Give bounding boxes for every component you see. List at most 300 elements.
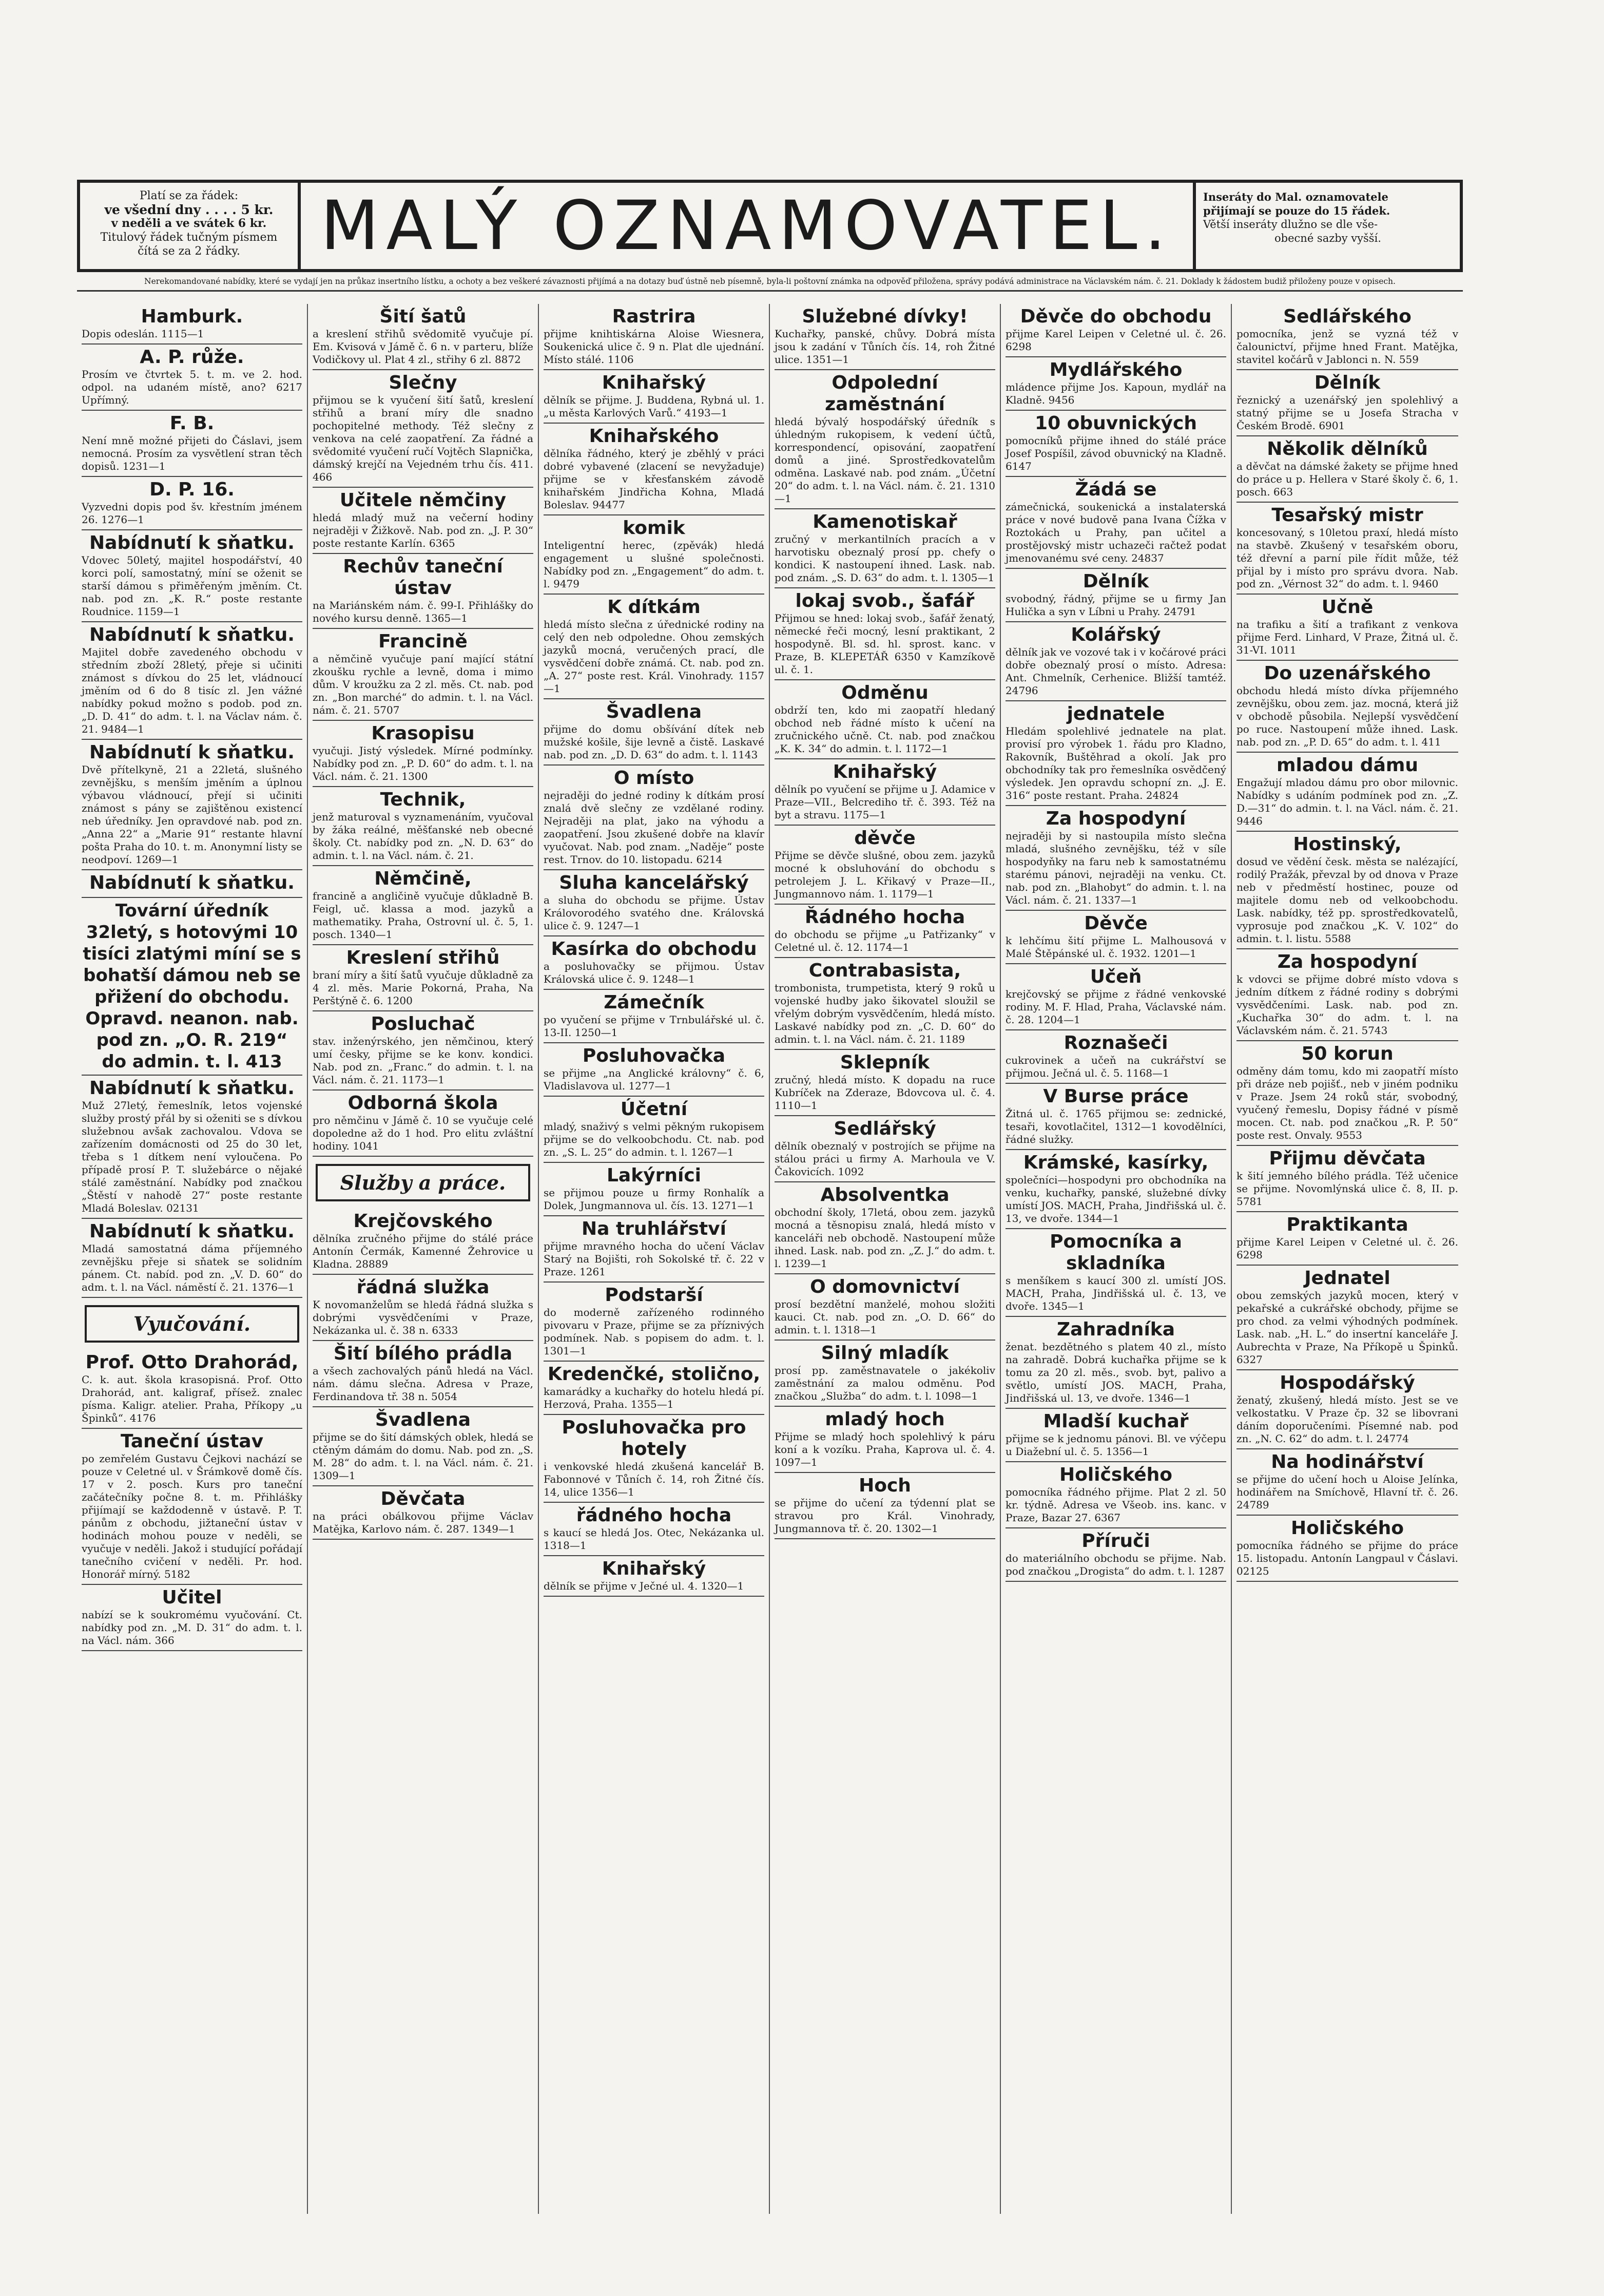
classified-ad — [775, 680, 995, 759]
ad-text: obchodu hledá místo dívka příjemného zevnějšku, obou zem. jaz. mocná, která již v obchodě působila. Nejlepší vysvědčení po ruce. Nastoupení může ihned. Lask. nab. pod zn. „P. D. 65“ do adm. t. l. 411 — [1236, 684, 1458, 748]
ad-heading: Krejčovského — [353, 1211, 493, 1232]
classified-ad — [775, 905, 995, 958]
classified-ad — [313, 370, 533, 488]
ad-text: dělníka zručného přijme do stálé práce Antonín Čermák, Kamenné Žehrovice u Kladna. 28889 — [313, 1232, 533, 1270]
ad-heading: Šití šatů — [379, 306, 467, 327]
ad-text: přijme mravného hocha do učení Václav Starý na Bojišti, roh Sokolské tř. č. 22 v Praze. 1261 — [544, 1240, 764, 1278]
classified-ad — [544, 1415, 764, 1503]
ad-text: do obchodu se přijme „u Patřizanky“ v Celetné ul. č. 12. 1174—1 — [775, 928, 995, 953]
classified-ad — [313, 1090, 533, 1157]
ad-text: dělníka řádného, který je zběhlý v práci dobré vybavené (zlacení se nevyžaduje) přijme se v křesťanském závodě knihařském Jindřicha Kohna, Mladá Boleslav. 94477 — [544, 447, 764, 511]
ad-text: Prosím ve čtvrtek 5. t. m. ve 2. hod. odpol. na udaném místě, ano? 6217 Upřímný. — [82, 368, 302, 406]
classified-ad — [1236, 1266, 1458, 1370]
classified-ad — [313, 866, 533, 945]
ad-heading: Nabídnutí k sňatku. — [89, 742, 295, 763]
ad-heading: Nabídnutí k sňatku. — [89, 532, 295, 553]
ad-heading: Silný mladík — [821, 1343, 949, 1364]
ad-heading: Služebné dívky! — [802, 306, 968, 327]
classified-ad — [775, 826, 995, 905]
ad-heading: Řádného hocha — [804, 907, 965, 928]
newspaper-page — [77, 180, 1463, 2213]
classified-ad — [1006, 1528, 1226, 1582]
ad-heading: Jednatel — [1304, 1268, 1390, 1289]
ad-heading: Lakýrníci — [606, 1165, 702, 1186]
classified-ad — [82, 1429, 302, 1585]
classified-ad — [775, 1116, 995, 1182]
classified-ad — [775, 509, 995, 588]
classified-ad — [1006, 411, 1226, 477]
classified-ad — [1236, 436, 1458, 503]
classified-ad — [1006, 964, 1226, 1030]
ad-text: dosud ve vědění česk. města se nalézající, rodilý Pražák, převzal by od dnova v Praze neb v předměstí hostinec, pouze od majitele domu neb od velkoobchodu. Lask. nabídky, též pp. sprostředkovatelů, vyprosuje pod značkou „K. V. 102“ do admin. t. l. listu. 5588 — [1236, 855, 1458, 945]
ad-heading: děvče — [854, 828, 916, 849]
ad-heading: Odměnu — [841, 682, 929, 703]
classified-ad — [775, 588, 995, 680]
classified-ad — [1006, 911, 1226, 964]
ad-text: ženatý, zkušený, hledá místo. Jest se ve velkostatku. V Praze čp. 32 se libovrani dáním doporučeními. Písemné nab. pod zn. „N. C. 62“ do adm. t. l. 24774 — [1236, 1394, 1458, 1445]
pricing-box — [77, 180, 298, 272]
ad-text: zručný v merkantilních pracích a v harvotisku obeznalý prosí pp. chefy o kondici. K nastoupení ihned. Lask. nab. pod znám. „S. D. 63“ do adm. t. l. 1305—1 — [775, 533, 995, 584]
classified-ad — [313, 304, 533, 370]
classified-ad — [775, 1274, 995, 1341]
ad-heading: Krámské, kasírky, — [1023, 1152, 1209, 1173]
ad-text: po vyučení se přijme v Trnbulářské ul. č. 13-II. 1250—1 — [544, 1013, 764, 1039]
classified-ad — [1006, 569, 1226, 622]
classified-ad — [82, 1076, 302, 1219]
ad-text: odměny dám tomu, kdo mi zaopatří místo při dráze neb pojišť., neb v jiném podniku v Praze. Jsem 24 roků stár, svobodný, vyučený řemeslu, Dopisy řádné v písmě mocen. Ct. nab. pod značkou „R. P. 50“ poste rest. Onvaly. 9553 — [1236, 1065, 1458, 1141]
classified-ad — [82, 411, 302, 477]
ad-text: a němčině vyučuje paní mající státní zkoušku rychle a levně, doma i mimo dům. V kroužku za 2 zl. měs. Ct. nab. pod zn. „Bon marché“ do admin. t. l. na Václ. nám. č. 21. 5707 — [313, 653, 533, 716]
classified-ad — [775, 1050, 995, 1116]
classified-ad — [82, 740, 302, 870]
ad-heading: Kamenotiskař — [813, 511, 957, 532]
classified-ad — [544, 1097, 764, 1163]
ad-text: po zemřelém Gustavu Čejkovi nachází se pouze v Celetné ul. v Šrámkově domě čís. 17 v 2. posch. Kurs pro taneční začátečníky počne 8. t. m. Přihlášky přijímají se každodenně v ústavě. P. T. pánům z obchodu, jižtaneční ústav v hodinách mohou pouze v neděli, se vyučuje v neděli. Jakož i studující pořádají tanečního cvičení v neděli. Pr. hod. Honorář mírný. 5182 — [82, 1452, 302, 1580]
classified-ad — [775, 370, 995, 509]
classified-ad — [544, 766, 764, 870]
ad-text: Dvě přítelkyně, 21 a 22letá, slušného zevnějšku, s menším jměním a úplnou výbavou vládnoucí, přejí si učiniti známost s pány se zajištěnou existencí neb úředníky. Jen opravdové nab. pod zn. „Anna 22“ a „Marie 91“ restante hlavní pošta Praha do 10. t. m. Anonymní listy se neodpoví. 1269—1 — [82, 763, 302, 866]
classified-ad — [775, 1407, 995, 1473]
classified-ad — [544, 1163, 764, 1216]
ad-heading: Za hospodyní — [1046, 808, 1186, 829]
page-title: MALÝ OZNAMOVATEL. — [298, 180, 1196, 272]
insertion-rules-box — [1196, 180, 1463, 272]
ad-heading: Technik, — [380, 789, 466, 810]
ad-text: pomocníka, jenž se vyzná též v čalounictví, přijme hned Frant. Matějka, stavitel kočárů v Jablonci n. N. 559 — [1236, 328, 1458, 366]
ad-heading: Kreslení střihů — [346, 947, 500, 968]
ad-text: ženat. bezdětného s platem 40 zl., místo na zahradě. Dobrá kuchařka přijme se k tomu za 20 zl. měs., svob. byt, palivo a světlo, umístí JOS. MACH, Praha, Jindřišská ul. 13, ve dvoře. 1346—1 — [1006, 1341, 1226, 1404]
classified-ad — [1236, 1212, 1458, 1266]
ad-text: mladý, snaživý s velmi pěkným rukopisem přijme se do velkoobchodu. Ct. nab. pod zn. „S. L. 25“ do admin. t. l. 1267—1 — [544, 1120, 764, 1158]
classified-ad — [1236, 1146, 1458, 1212]
ad-heading: řádného hocha — [576, 1505, 732, 1526]
ad-heading: Hospodářský — [1280, 1372, 1415, 1393]
classified-ad — [544, 699, 764, 766]
classified-ad — [313, 1275, 533, 1341]
classified-ad — [82, 477, 302, 530]
ad-text: C. k. aut. škola krasopisná. Prof. Otto Drahorád, ant. kaligraf, přísež. znalec písma. Kaligr. atelier. Praha, Příkopy „u Špinků“. 4176 — [82, 1373, 302, 1424]
ad-text: dělník po vyučení se přijme u J. Adamice v Praze—VII., Belcrediho tř. č. 393. Též na byt a stravu. 1175—1 — [775, 783, 995, 821]
classified-ad — [313, 1011, 533, 1090]
ad-heading: mladou dámu — [1276, 755, 1418, 776]
classified-ad — [82, 1585, 302, 1651]
ad-heading: Mladší kuchař — [1043, 1411, 1189, 1432]
ad-text: se přijme do učení za týdenní plat se stravou pro Král. Vinohrady, Jungmannova tř. č. 20. 1302—1 — [775, 1497, 995, 1535]
ad-heading: Nabídnutí k sňatku. — [89, 1078, 295, 1099]
pricing-line: Platí se za řádek: — [139, 189, 239, 202]
ad-heading: Hostinský, — [1293, 834, 1402, 855]
ad-text: přijme se k jednomu pánovi. Bl. ve výčepu u Diažební ul. č. 5. 1356—1 — [1006, 1432, 1226, 1458]
ad-column — [1232, 304, 1463, 2214]
classified-ad — [544, 1362, 764, 1415]
ad-text: Mladá samostatná dáma příjemného zevnějšku přeje si sňatek se solidním pánem. Ct. nabíd. pod zn. „V. D. 60“ do adm. t. l. na Václ. náměstí č. 21. 1376—1 — [82, 1242, 302, 1293]
ad-text: Žitná ul. č. 1765 přijmou se: zednické, tesaři, kovotlačitel, 1312—1 kovodělníci, řádné služky. — [1006, 1107, 1226, 1145]
ad-heading: Odpolední zaměstnání — [825, 372, 945, 415]
classified-ad — [544, 1556, 764, 1597]
ad-text: dělník obeznalý v postrojích se přijme na stálou práci u firmy A. Marhoula ve V. Čakovicích. 1092 — [775, 1140, 995, 1178]
ad-text: se přijme do učení hoch u Aloise Jelínka, hodinářem na Smíchově, Hlavní tř. č. 26. 24789 — [1236, 1473, 1458, 1511]
classified-ad — [544, 304, 764, 370]
classified-ad — [313, 629, 533, 721]
classified-ad — [82, 345, 302, 411]
ad-heading: D. P. 16. — [149, 479, 235, 500]
classified-ad — [544, 1283, 764, 1362]
classified-ad — [1006, 701, 1226, 806]
ad-heading: jednatele — [1067, 703, 1165, 724]
ad-heading: O místo — [613, 768, 694, 789]
ad-heading: komik — [623, 518, 685, 539]
classified-ad — [1006, 1462, 1226, 1528]
ad-text: pro němčinu v Jámě č. 10 se vyučuje celé dopoledne až do 1 hod. Pro elitu zvláštní hodiny. 1041 — [313, 1114, 533, 1152]
ad-heading: Dělník — [1314, 372, 1381, 393]
classified-ad — [1236, 1370, 1458, 1449]
ad-heading: Děvčata — [380, 1488, 466, 1509]
ad-text: Inteligentní herec, (zpěvák) hledá engagement u slušné společnosti. Nabídky pod zn. „Engagement“ do adm. t. l. 9479 — [544, 539, 764, 590]
ad-text: s menšíkem s kaucí 300 zl. umístí JOS. MACH, Praha, Jindřišská ul. č. 13, ve dvoře. 1345—1 — [1006, 1274, 1226, 1312]
ad-column — [539, 304, 770, 2214]
ad-heading: K dítkám — [607, 597, 701, 618]
ad-heading: Knihařský — [602, 372, 706, 393]
classified-ad — [82, 1219, 302, 1298]
ad-text: francině a angličině vyučuje důkladně B. Feigl, uč. klassa a mod. jazyků a mathematiky. Praha, Ostrovní ul. č. 5, 1. posch. 1340—1 — [313, 890, 533, 941]
ad-heading: Contrabasista, — [808, 960, 961, 981]
ad-heading: Knihařský — [833, 761, 937, 782]
ad-text: k lehčímu šití přijme L. Malhousová v Malé Štěpánské ul. č. 1932. 1201—1 — [1006, 934, 1226, 960]
classified-ad — [313, 554, 533, 629]
classified-ad — [544, 1503, 764, 1556]
ad-column — [770, 304, 1001, 2214]
classified-ad — [1006, 1317, 1226, 1409]
classified-ad — [313, 488, 533, 554]
ad-heading: řádná služka — [356, 1277, 490, 1298]
ad-text: pomocníka řádného přijme. Plat 2 zl. 50 kr. týdně. Adresa ve Všeob. ins. kanc. v Praze, Bazar 27. 6367 — [1006, 1486, 1226, 1524]
ad-columns — [77, 304, 1463, 2214]
rules-line: obecné sazby vyšší. — [1274, 232, 1381, 244]
ad-heading: Švadlena — [606, 701, 702, 722]
ad-heading: Nabídnutí k sňatku. — [89, 624, 295, 645]
classified-ad — [544, 515, 764, 595]
ad-column — [1001, 304, 1232, 2214]
ad-heading: Šití bílého prádla — [333, 1343, 513, 1364]
classified-ad — [313, 1341, 533, 1407]
ad-heading: Posluchač — [371, 1013, 475, 1035]
classified-ad — [544, 595, 764, 699]
ad-heading: Odborná škola — [347, 1093, 498, 1114]
ad-text: k vdovci se přijme dobré místo vdova s jedním dítkem z řádné rodiny s dobrými vysvědčeními. Lask. nab. pod zn. „Kuchařka 30“ do adm. t. l. na Václavském nám. č. 21. 5743 — [1236, 973, 1458, 1037]
classified-ad — [775, 759, 995, 826]
ad-text: přijme do domu obšívání dítek neb mužské košile, šije levně a čistě. Laskavé nab. pod zn. „D. D. 63“ do adm. t. l. 1143 — [544, 723, 764, 761]
classified-ad — [313, 721, 533, 787]
classified-ad — [313, 945, 533, 1011]
ad-heading: Holičského — [1290, 1518, 1404, 1539]
ad-heading: Němčině, — [374, 868, 472, 889]
ad-text: řeznický a uzenářský jen spolehlivý a statný přijme se u Josefa Stracha v Českém Brodě. 6901 — [1236, 394, 1458, 432]
ad-heading: Kasírka do obchodu — [551, 939, 757, 960]
ad-text: cukrovinek a učeň na cukrářství se přijmou. Ječná ul. č. 5. 1168—1 — [1006, 1054, 1226, 1079]
ad-text: hledá mladý muž na večerní hodiny nejraději v Žižkově. Nab. pod zn. „J. P. 30“ poste restante Karlín. 6365 — [313, 511, 533, 549]
ad-text: prosí pp. zaměstnavatele o jakékoliv zaměstnání za malou odměnu. Pod značkou „Služba“ do adm. t. l. 1098—1 — [775, 1364, 995, 1402]
pricing-line: ve všední dny . . . . 5 kr. — [104, 202, 274, 217]
ad-text: Není mně možné přijeti do Čáslavi, jsem nemocná. Prosím za vysvětlení stran těch dopisů. 1231—1 — [82, 434, 302, 472]
pricing-line: čítá se za 2 řádky. — [138, 245, 240, 258]
ad-text: společníci—hospodyni pro obchodníka na venku, kuchařky, panské, služebné dívky umístí JOS. MACH, Praha, Jindřišská ul. č. 13, ve dvoře. 1344—1 — [1006, 1174, 1226, 1224]
classified-ad — [1236, 1449, 1458, 1516]
ad-text: a kreslení střihů svědomitě vyučuje pí. Em. Kvisová v Jámě č. 6 n. v parteru, blíže Vodičkovy ul. Plat 4 zl., střihy 6 zl. 8872 — [313, 328, 533, 366]
ad-heading: Přijmu děvčata — [1269, 1148, 1426, 1169]
ad-text: zámečnická, soukenická a instalaterská práce v nové budově pana Ivana Čížka v Roztokách u Prahy, pan učitel a prostějovský mistr uchazeči račtež podat jmenovanému své ceny. 24837 — [1006, 501, 1226, 564]
ad-heading: Francině — [378, 631, 468, 652]
ad-text: hledá místo slečna z úřednické rodiny na celý den neb odpoledne. Ohou zemských jazyků mocná, veručených prací, dle vysvědčení dobře známá. Ct. nab. pod zn. „A. 27“ poste rest. Král. Vinohrady. 1157—1 — [544, 618, 764, 695]
ad-text: koncesovaný, s 10letou praxí, hledá místo na stavbě. Zkušený v tesařském oboru, též dřevní a parní pile řídit může, též přijal by i místo pro správu dvora. Nab. pod zn. „Vérnost 32“ do adm. t. l. 9460 — [1236, 526, 1458, 590]
ad-heading: Zámečník — [604, 992, 704, 1013]
classified-ad — [82, 304, 302, 345]
classified-ad — [1006, 622, 1226, 701]
classified-ad — [1236, 370, 1458, 436]
ad-heading: Hoch — [859, 1475, 911, 1496]
classified-ad — [1236, 832, 1458, 949]
classified-ad — [82, 622, 302, 740]
ad-heading: Knihařský — [602, 1558, 706, 1579]
classified-ad — [1236, 304, 1458, 370]
classified-ad — [1006, 1030, 1226, 1084]
ad-heading: Pomocníka a skladníka — [1050, 1231, 1182, 1274]
ad-heading: Učně — [1321, 597, 1374, 618]
ad-text: trombonista, trumpetista, který 9 roků u vojenské hudby jako šikovatel sloužil se vřelým dobrým vysvědčením, hledá místo. Laskavé nabídky pod zn. „C. D. 60“ do admin. t. l. na Václ. nám. č. 21. 1189 — [775, 982, 995, 1045]
pricing-line: Titulový řádek tučným písmem — [100, 231, 278, 244]
ad-heading: Děvče — [1084, 913, 1148, 934]
classified-ad — [1006, 304, 1226, 357]
classified-ad — [544, 424, 764, 515]
ad-text: krejčovský se přijme z řádné venkovské rodiny. M. F. Hlad, Praha, Václavské nám. č. 28. 1204—1 — [1006, 988, 1226, 1026]
masthead — [77, 180, 1463, 272]
ad-text: Kuchařky, panské, chůvy. Dobrá místa jsou k zadání v Tůních čís. 14, roh Žitné ulice. 1351—1 — [775, 328, 995, 366]
ad-heading: Za hospodyní — [1277, 951, 1418, 972]
classified-ad — [544, 1216, 764, 1283]
ad-heading: Kredenčké, stolično, — [547, 1364, 761, 1385]
ad-text: kamarádky a kuchařky do hotelu hledá pí. Herzová, Praha. 1355—1 — [544, 1385, 764, 1410]
ad-text: Přijme se mladý hoch spolehlivý k páru koní a k vozíku. Praha, Kaprova ul. č. 4. 1097—1 — [775, 1430, 995, 1468]
ad-heading: Taneční ústav — [120, 1431, 264, 1452]
ad-text: a sluha do obchodu se přijme. Ústav Královorodého svatého dne. Královská ulice č. 9. 1247—1 — [544, 894, 764, 932]
ad-heading: 10 obuvnických — [1035, 413, 1197, 434]
ad-heading: Účetní — [620, 1099, 688, 1120]
classified-ad — [1236, 1516, 1458, 1582]
ad-heading: Krasopisu — [371, 723, 475, 744]
rules-line: Větší inseráty dlužno se dle vše- — [1203, 218, 1378, 231]
ad-heading: Sklepník — [840, 1052, 930, 1073]
ad-heading: Nabídnutí k sňatku. — [89, 1221, 295, 1242]
ad-heading: Kolářský — [1071, 624, 1161, 645]
ad-heading: Roznašeči — [1064, 1032, 1168, 1054]
ad-heading: lokaj svob., šafář — [795, 590, 975, 611]
classified-ad — [775, 1473, 995, 1539]
ad-text: nabízí se k soukromému vyučování. Ct. nabídky pod zn. „M. D. 31“ do adm. t. l. na Václ. nám. 366 — [82, 1609, 302, 1647]
ad-column — [77, 304, 308, 2214]
ad-text: mládence přijme Jos. Kapoun, mydlář na Kladně. 9456 — [1006, 381, 1226, 406]
ad-heading: Holičského — [1059, 1464, 1173, 1485]
ad-heading: Slečny — [389, 372, 457, 393]
classified-ad — [1236, 753, 1458, 832]
rules-line: přijímají se pouze do 15 řádek. — [1203, 204, 1390, 217]
ad-text: i venkovské hledá zkušená kancelář B. Fabonnové v Tůních č. 14, roh Žitné čís. 14, ulice 1356—1 — [544, 1460, 764, 1498]
ad-text: do moderně zařízeného rodinného pivovaru v Praze, přijme se za příznivých podmínek. Nab. s popisem do adm. t. l. 1301—1 — [544, 1306, 764, 1357]
ad-text: Vdovec 50letý, majitel hospodářství, 40 korci polí, samostatný, míní se oženit se starší dámou s přiměřeným jměním. Ct. nab. pod zn. „K. R.“ poste restante Roudnice. 1159—1 — [82, 554, 302, 618]
ad-text: nejraději do jedné rodiny k dítkám prosí znalá dvě slečny ze vzdělané rodiny. Nejraději na plat, jako na výhodu a zaopatření. Jsou zkušené dobře na klavír vyučovat. Nab. pod znam. „Naděje“ poste rest. Trnov. do 10. listopadu. 6214 — [544, 789, 764, 866]
ad-text: dělník jak ve vozové tak i v kočárové práci dobře obeznalý prosí o místo. Adresa: Ant. Chmelník, Cerhenice. Bližší tamtéž. 24796 — [1006, 646, 1226, 697]
ad-text: obou zemských jazyků mocen, který v pekařské a cukrářské obchody, přijme se pro chod. za velmi výhodných podmínek. Lask. nab. „H. L.“ do insertní kanceláře J. Aubrechta v Praze, Na Příkopě u Špinků. 6327 — [1236, 1289, 1458, 1366]
ad-heading: Tesařský mistr — [1271, 505, 1423, 526]
ad-heading: Do uzenářského — [1264, 663, 1431, 684]
ad-text: přijmou se k vyučení šití šatů, kreslení střihů a braní míry dle snadno pochopitelné methody. Též slečny z venkova na celé zaopatření. Za řádné a svědomité vyučení ručí Vojtěch Slapnička, dámský krejčí na Vejedném trhu čís. 411. 466 — [313, 394, 533, 483]
classified-ad — [313, 1209, 533, 1275]
ad-heading: 50 korun — [1301, 1043, 1394, 1064]
ad-heading: Učitel — [162, 1587, 222, 1608]
ad-text: Muž 27letý, řemeslník, letos vojenské služby prostý přál by si oženiti se s dívkou služebnou avšak zachovalou. Vdova se zařízením domácnosti od 25 do 30 let, třeba s 1 dítkem není vyloučena. Po případě prosí P. T. služebárce o nějaké stálé zaměstnání. Nabídky pod značkou „Štěstí v nahodě 27“ poste restante Mladá Boleslav. 02131 — [82, 1099, 302, 1214]
ad-text: obdrží ten, kdo mi zaopatří hledaný obchod neb řádné místo k učení na zručnického učně. Ct. nab. pod značkou „K. K. 34“ do admin. t. l. 1172—1 — [775, 704, 995, 755]
rules-line: Inseráty do Mal. oznamovatele — [1203, 190, 1388, 203]
ad-text: přijme Karel Leipen v Celetné ul. č. 26. 6298 — [1006, 328, 1226, 353]
ad-text: K novomanželům se hledá řádná služka s dobrými vysvědčeními v Praze, Nekázanka ul. č. 38 n. 6333 — [313, 1298, 533, 1336]
ad-text: obchodní školy, 17letá, obou zem. jazyků mocná a těsnopisu znalá, hledá místo v kanceláři neb obchodě. Nastoupení může ihned. Lask. nab. pod zn. „Z. J.“ do adm. t. l. 1239—1 — [775, 1206, 995, 1270]
masthead-note: Nerekomandované nabídky, které se vydají jen na průkaz insertního lístku, a ochoty a bez veškeré závaznosti přijímá a na dotazy buď ústně neb písemně, byla-li poštovní známka na odpověď přiložena, správy podává administrace na Václavském nám. č. 21. Doklady k žádostem budiž přiloženy pouze v opisech. — [77, 276, 1463, 292]
ad-heading: Praktikanta — [1286, 1214, 1408, 1235]
ad-text: nejraději by si nastoupila místo slečna mladá, slušného zevnějšku, též v síle hospodyňky na faru neb k samostatnému starému pánovi, nejraději na venku. Ct. nab. pod zn. „Blahobyt“ do admin. t. l. na Václ. nám. č. 21. 1337—1 — [1006, 830, 1226, 906]
ad-text: pomocníka řádného se přijme do práce 15. listopadu. Antonín Langpaul v Čáslavi. 02125 — [1236, 1539, 1458, 1577]
classified-ad — [1006, 357, 1226, 411]
ad-heading: Učeň — [1090, 966, 1142, 987]
ad-heading: Rechův taneční ústav — [343, 556, 503, 599]
classified-ad — [544, 936, 764, 990]
classified-ad — [1006, 1150, 1226, 1229]
classified-ad — [544, 1043, 764, 1097]
ad-text: s kaucí se hledá Jos. Otec, Nekázanka ul. 1318—1 — [544, 1526, 764, 1552]
classified-ad — [313, 1407, 533, 1486]
ad-heading: Sluha kancelářský — [559, 872, 749, 893]
ad-heading: Knihařského — [589, 426, 719, 447]
ad-heading: Učitele němčiny — [339, 490, 507, 511]
ad-heading: Posluhovačka pro hotely — [562, 1417, 746, 1460]
classified-ad — [775, 958, 995, 1050]
ad-heading: Rastrira — [612, 306, 696, 327]
ad-heading: mladý hoch — [825, 1409, 945, 1430]
classified-ad — [1236, 949, 1458, 1041]
classified-ad — [313, 1486, 533, 1540]
ad-heading: Hamburk. — [141, 306, 243, 327]
classified-ad — [313, 787, 533, 866]
ad-heading: Příruči — [1081, 1530, 1150, 1552]
classified-ad — [1236, 661, 1458, 753]
ad-text: Dopis odeslán. 1115—1 — [82, 328, 204, 340]
section-banner: Vyučování. — [85, 1305, 299, 1343]
classified-ad — [82, 530, 302, 622]
ad-heading: A. P. růže. — [140, 347, 244, 368]
ad-heading: Podstarší — [605, 1285, 703, 1306]
ad-heading: Mydlářského — [1049, 359, 1183, 380]
classified-ad — [1236, 1041, 1458, 1146]
ad-text: dělník se přijme v Ječné ul. 4. 1320—1 — [544, 1580, 744, 1592]
classified-ad — [1006, 1084, 1226, 1150]
classified-ad — [544, 990, 764, 1043]
ad-text: stav. inženýrského, jen němčinou, který umí česky, přijme se ke konv. kondici. Nab. pod zn. „Franc.“ do admin. t. l. na Václ. nám. č. 21. 1173—1 — [313, 1035, 533, 1086]
classified-ad — [82, 1350, 302, 1429]
ad-heading: Sedlářského — [1283, 306, 1412, 327]
ad-heading: Sedlářský — [834, 1118, 936, 1139]
ad-heading: Absolventka — [820, 1184, 950, 1206]
ad-text: Hledám spolehlivé jednatele na plat. provisí pro výrobek 1. řádu pro Kladno, Rakovník, Buštěhrad a okolí. Jak pro obchodníky tak pro řemeslníka osvědčený výsledek. Jen opravdu schopní zn. „J. E. 316“ poste restant. Praha. 24824 — [1006, 725, 1226, 801]
ad-heading: Dělník — [1083, 571, 1149, 592]
ad-text: a všech zachovalých pánů hledá na Václ. nám. dámu slečna. Adresa v Praze, Ferdinandova tř. 38 n. 5054 — [313, 1365, 533, 1403]
classified-ad — [775, 304, 995, 370]
ad-heading: Žádá se — [1075, 479, 1157, 500]
ad-heading: Děvče do obchodu — [1020, 306, 1212, 327]
ad-heading: Na hodinářství — [1271, 1451, 1424, 1472]
classified-ad — [82, 870, 302, 898]
ad-heading: Posluhovačka — [582, 1045, 726, 1066]
ad-text: na Mariánském nám. č. 99-I. Přihlášky do nového kursu denně. 1365—1 — [313, 599, 533, 624]
classified-ad — [544, 370, 764, 424]
ad-text: Engažují mladou dámu pro obor milovnic. Nabídky s udáním podmínek pod zn. „Z. D.—31“ do admin. t. l. na Václ. nám. č. 21. 9446 — [1236, 776, 1458, 827]
classified-ad — [1006, 1409, 1226, 1462]
ad-text: svobodný, řádný, přijme se u firmy Jan Hulička a syn v Líbni u Prahy. 24791 — [1006, 592, 1226, 618]
ad-heading: Několik dělníků — [1267, 438, 1428, 460]
pricing-line: v neděli a ve svátek 6 kr. — [111, 217, 267, 230]
ad-text: prosí bezdětní manželé, mohou složiti kauci. Ct. nab. pod zn. „O. D. 66“ do admin. t. l. 1318—1 — [775, 1298, 995, 1336]
ad-heading: V Burse práce — [1043, 1086, 1189, 1107]
classified-ad — [775, 1341, 995, 1407]
classified-ad — [1236, 595, 1458, 661]
ad-text: vyučuji. Jistý výsledek. Mírné podmínky. Nabídky pod zn. „P. D. 60“ do adm. t. l. na Václ. nám. č. 21. 1300 — [313, 744, 533, 782]
ad-column — [308, 304, 539, 2214]
ad-heading: Nabídnutí k sňatku. — [89, 872, 295, 893]
classified-ad — [544, 870, 764, 936]
bold-ad: Tovární úředník 32letý, s hotovými 10 tisíci zlatými míní se s bohatší dámou neb se přižení do obchodu. Opravd. neanon. nab. pod zn. „O. R. 219“ do admin. t. l. 413 — [82, 898, 302, 1076]
ad-heading: Na truhlářství — [581, 1218, 726, 1239]
ad-text: přijme knihtiskárna Aloise Wiesnera, Soukenická ulice č. 9 n. Plat dle ujednání. Místo stálé. 1106 — [544, 328, 764, 366]
section-banner: Služby a práce. — [316, 1164, 530, 1201]
ad-text: do materiálního obchodu se přijme. Nab. pod značkou „Drogista“ do adm. t. l. 1287 — [1006, 1552, 1226, 1577]
ad-text: na práci obálkovou přijme Václav Matějka, Karlovo nám. č. 287. 1349—1 — [313, 1510, 533, 1535]
ad-heading: Zahradníka — [1056, 1319, 1175, 1340]
ad-text: přijme se do šití dámských oblek, hledá se ctěným dámám do domu. Nab. pod zn. „S. M. 28“ do adm. t. l. na Václ. nám. č. 21. 1309—1 — [313, 1431, 533, 1482]
ad-heading: F. B. — [169, 413, 215, 434]
ad-text: se přijme „na Anglické královny“ č. 6, Vladislavova ul. 1277—1 — [544, 1067, 764, 1092]
ad-text: zručný, hledá místo. K dopadu na ruce Kubríček na Zderaze, Bdovcova ul. č. 4. 1110—1 — [775, 1074, 995, 1112]
ad-text: na trafiku a šití a trafikant z venkova přijme Ferd. Linhard, V Praze, Žitná ul. č. 31-VI. 1011 — [1236, 618, 1458, 656]
ad-text: pomocníků přijme ihned do stálé práce Josef Pospíšil, závod obuvnický na Kladně. 6147 — [1006, 434, 1226, 472]
ad-text: braní míry a šití šatů vyučuje důkladně za 4 zl. měs. Marie Pokorná, Praha, Na Perštýně č. 6. 1200 — [313, 969, 533, 1007]
ad-text: hledá bývalý hospodářský úředník s úhledným rukopisem, k vedení účtů, korrespondencí, opisování, zaopatření domů a jiné. Sprostředkovatelům odměna. Laskavé nab. pod znám. „Účetní 20“ do adm. t. l. na Václ. nám. č. 21. 1310—1 — [775, 415, 995, 505]
ad-text: jenž maturoval s vyznamenáním, vyučoval by žáka reálné, měšťanské neb obecné školy. Ct. nabídky pod zn. „N. D. 63“ do admin. t. l. na Václ. nám. č. 21. — [313, 811, 533, 862]
